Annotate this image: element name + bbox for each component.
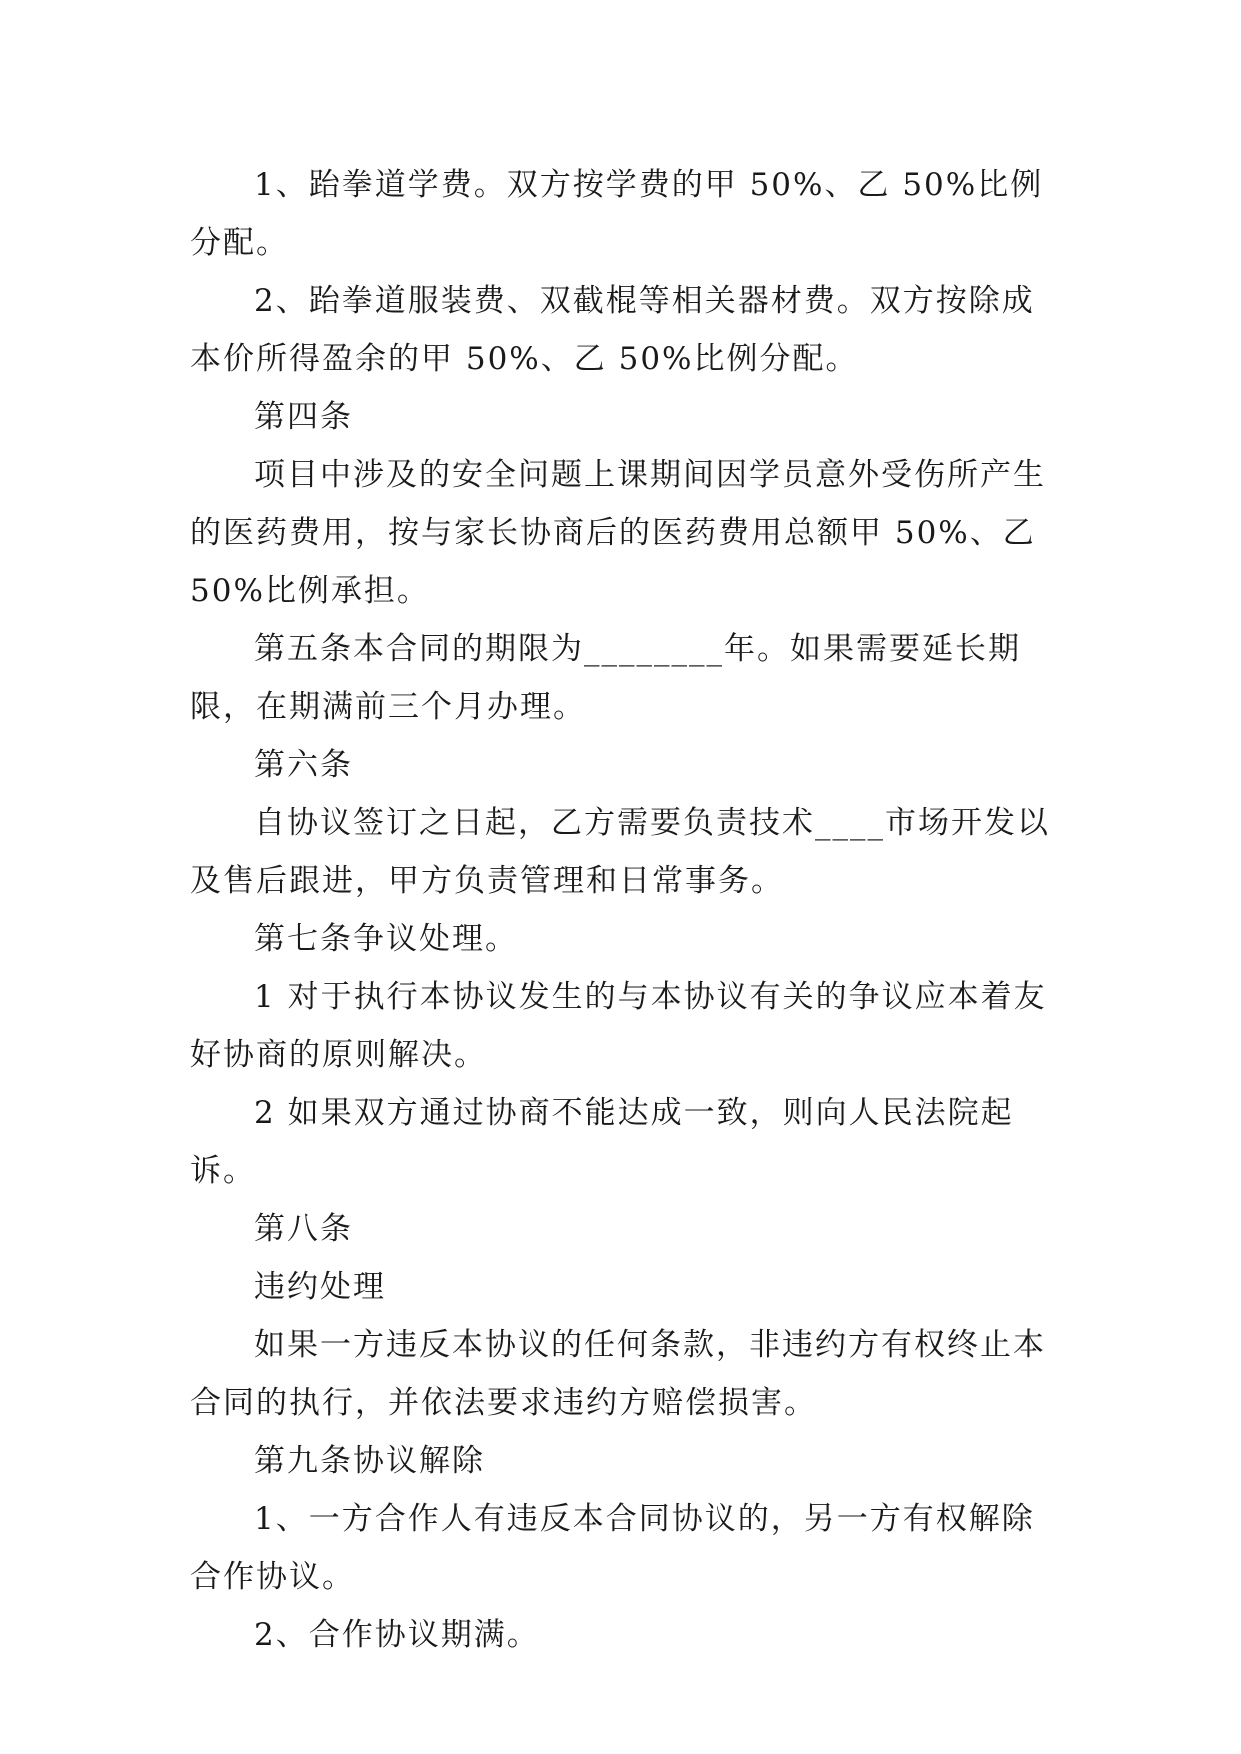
paragraph-termination-2: 2、合作协议期满。 <box>254 1617 540 1653</box>
breach-heading: 违约处理 <box>254 1269 386 1305</box>
paragraph-breach: 如果一方违反本协议的任何条款，非违约方有权终止本合同的执行，并依法要求违约方赔偿损害。 <box>190 1327 1046 1421</box>
paragraph-safety: 项目中涉及的安全问题上课期间因学员意外受伤所产生的医药费用，按与家长协商后的医药费用总额甲 50%、乙 50%比例承担。 <box>190 457 1046 609</box>
article-4-heading: 第四条 <box>254 399 353 435</box>
paragraph-tuition-split: 1、跆拳道学费。双方按学费的甲 50%、乙 50%比例分配。 <box>190 167 1044 261</box>
article-6-heading: 第六条 <box>254 747 353 783</box>
paragraph-equipment-split: 2、跆拳道服装费、双截棍等相关器材费。双方按除成本价所得盈余的甲 50%、乙 50%比例分配。 <box>190 283 1035 377</box>
paragraph-termination-1: 1、一方合作人有违反本合同协议的，另一方有权解除合作协议。 <box>190 1501 1035 1595</box>
article-8-heading: 第八条 <box>254 1211 353 1247</box>
document-body <box>190 156 1055 1664</box>
article-5-term: 第五条本合同的期限为________年。如果需要延长期限，在期满前三个月办理。 <box>190 631 1021 725</box>
paragraph-dispute-1: 1 对于执行本协议发生的与本协议有关的争议应本着友好协商的原则解决。 <box>190 979 1047 1073</box>
article-9-heading: 第九条协议解除 <box>254 1443 485 1479</box>
paragraph-dispute-2: 2 如果双方通过协商不能达成一致，则向人民法院起诉。 <box>190 1095 1014 1189</box>
paragraph-responsibilities: 自协议签订之日起，乙方需要负责技术____市场开发以及售后跟进，甲方负责管理和日常事务。 <box>190 805 1050 899</box>
article-7-heading: 第七条争议处理。 <box>254 921 518 957</box>
